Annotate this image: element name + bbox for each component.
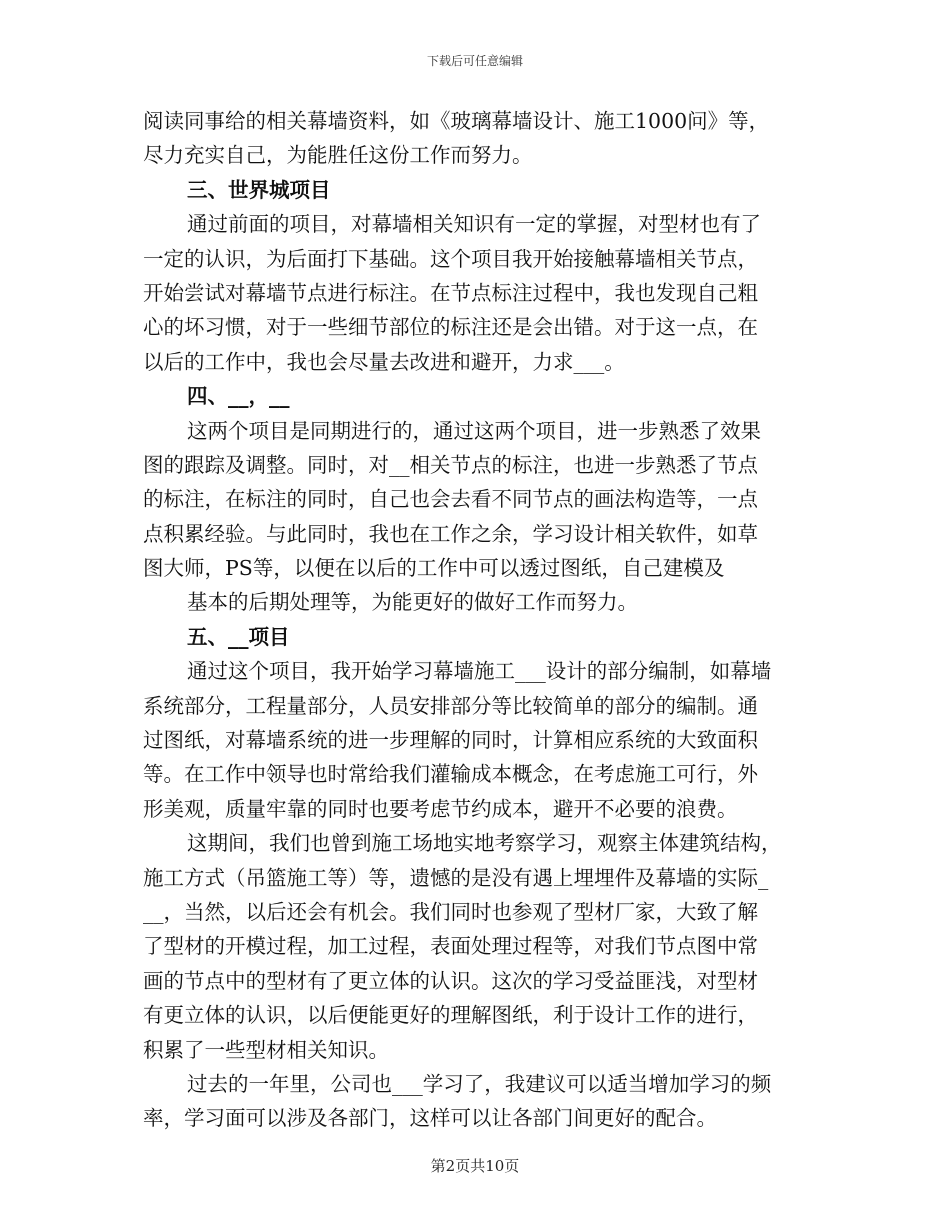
paragraph-line: 过图纸，对幕墙系统的进一步理解的同时，计算相应系统的大致面积 — [143, 728, 758, 753]
paragraph-line: 有更立体的认识，以后便能更好的理解图纸，利于设计工作的进行， — [143, 1003, 758, 1028]
paragraph-line: 了型材的开模过程，加工过程，表面处理过程等，对我们节点图中常 — [143, 934, 758, 959]
paragraph-line: 通过前面的项目，对幕墙相关知识有一定的掌握，对型材也有了 — [187, 212, 761, 237]
paragraph-line: 系统部分，工程量部分，人员安排部分等比较简单的部分的编制。通 — [143, 693, 758, 718]
paragraph-line: 这两个项目是同期进行的，通过这两个项目，进一步熟悉了效果 — [187, 418, 761, 443]
paragraph-line: 过去的一年里，公司也___学习了，我建议可以适当增加学习的频 — [187, 1071, 772, 1096]
paragraph-line: 图的跟踪及调整。同时，对__相关节点的标注，也进一步熟悉了节点 — [143, 452, 758, 477]
paragraph-line: 图大师，PS等，以便在以后的工作中可以透过图纸，自己建模及 — [143, 556, 725, 581]
page-footer: 第2页共10页 — [430, 1157, 520, 1175]
paragraph-line: 一定的认识，为后面打下基础。这个项目我开始接触幕墙相关节点， — [143, 246, 758, 271]
paragraph-line: __，当然，以后还会有机会。我们同时也参观了型材厂家，大致了解 — [143, 899, 758, 924]
section-heading: 五、__项目 — [187, 624, 290, 649]
paragraph-line: 画的节点中的型材有了更立体的认识。这次的学习受益匪浅，对型材 — [143, 968, 758, 993]
paragraph-line: 心的坏习惯，对于一些细节部位的标注还是会出错。对于这一点，在 — [143, 315, 758, 340]
paragraph-line: 通过这个项目，我开始学习幕墙施工___设计的部分编制，如幕墙 — [187, 659, 772, 684]
paragraph-line: 点积累经验。与此同时，我也在工作之余，学习设计相关软件，如草 — [143, 521, 758, 546]
paragraph-line: 尽力充实自己，为能胜任这份工作而努力。 — [143, 143, 533, 168]
section-heading: 三、世界城项目 — [187, 177, 331, 202]
paragraph-line: 的标注，在标注的同时，自己也会去看不同节点的画法构造等，一点 — [143, 487, 758, 512]
paragraph-line: 积累了一些型材相关知识。 — [143, 1037, 389, 1062]
paragraph-line: 以后的工作中，我也会尽量去改进和避开，力求___。 — [143, 349, 625, 374]
section-heading: 四、__，__ — [187, 384, 290, 409]
paragraph-line: 形美观，质量牢靠的同时也要考虑节约成本，避开不必要的浪费。 — [143, 796, 738, 821]
document-body — [143, 104, 807, 1136]
paragraph-line: 率，学习面可以涉及各部门，这样可以让各部门间更好的配合。 — [143, 1106, 717, 1131]
paragraph-line: 开始尝试对幕墙节点进行标注。在节点标注过程中，我也发现自己粗 — [143, 280, 758, 305]
paragraph-line: 施工方式（吊篮施工等）等，遗憾的是没有遇上埋埋件及幕墙的实际_ — [143, 865, 769, 890]
paragraph-line: 基本的后期处理等，为能更好的做好工作而努力。 — [187, 590, 638, 615]
page-header: 下载后可任意编辑 — [426, 54, 523, 68]
paragraph-line: 等。在工作中领导也时常给我们灌输成本概念，在考虑施工可行，外 — [143, 762, 758, 787]
paragraph-line: 阅读同事给的相关幕墙资料，如《玻璃幕墙设计、施工1000问》等， — [143, 109, 770, 133]
paragraph-line: 这期间，我们也曾到施工场地实地考察学习，观察主体建筑结构， — [187, 831, 782, 856]
